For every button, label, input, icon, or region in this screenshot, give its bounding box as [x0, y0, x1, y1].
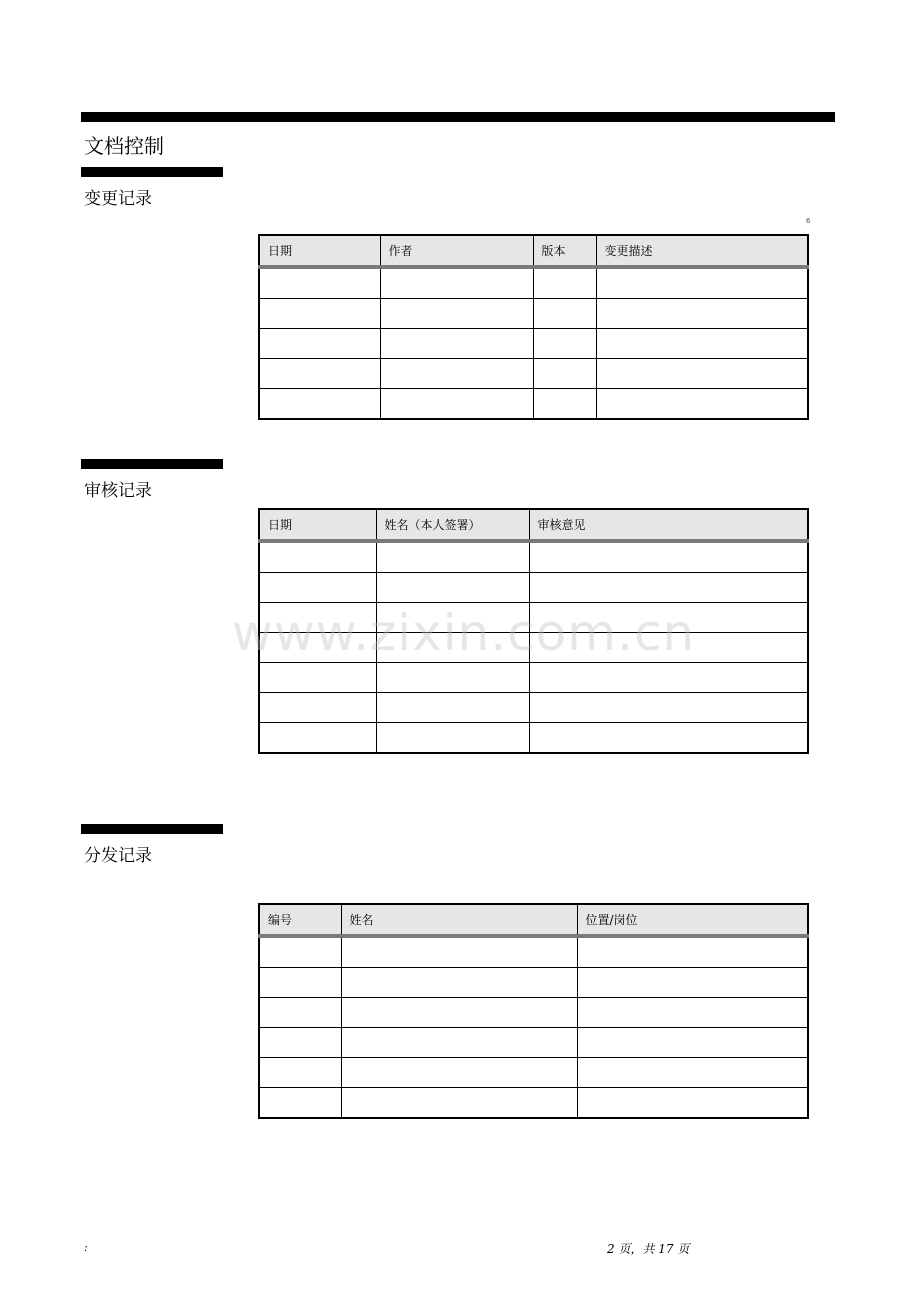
table-row	[259, 998, 808, 1028]
table-cell[interactable]	[376, 663, 529, 693]
table-cell[interactable]	[259, 968, 341, 998]
change-log-table	[258, 234, 809, 420]
table-cell[interactable]	[259, 998, 341, 1028]
distribution-log-header-row	[259, 904, 808, 936]
table-row	[259, 1058, 808, 1088]
table-cell[interactable]	[596, 329, 808, 359]
column-header: 版本	[533, 235, 596, 267]
review-log-header-row	[259, 509, 808, 541]
distribution-log-heading: 分发记录	[84, 846, 152, 866]
table-row	[259, 936, 808, 968]
table-cell[interactable]	[529, 693, 808, 723]
column-header: 变更描述	[596, 235, 808, 267]
table-cell[interactable]	[577, 968, 808, 998]
table-cell[interactable]	[259, 693, 376, 723]
table-cell[interactable]	[376, 573, 529, 603]
review-log-rule	[81, 459, 223, 469]
table-cell[interactable]	[376, 723, 529, 754]
footer-left-mark: :	[84, 1241, 88, 1254]
table-cell[interactable]	[533, 299, 596, 329]
page-marker: 6	[806, 217, 811, 225]
table-cell[interactable]	[259, 573, 376, 603]
table-cell[interactable]	[533, 389, 596, 420]
table-row	[259, 723, 808, 754]
table-row	[259, 299, 808, 329]
table-cell[interactable]	[577, 998, 808, 1028]
table-cell[interactable]	[596, 299, 808, 329]
column-header: 姓名	[341, 904, 577, 936]
document-title: 文档控制	[84, 134, 164, 158]
watermark: www.zixin.com.cn	[232, 604, 696, 662]
table-cell[interactable]	[341, 1088, 577, 1119]
table-cell[interactable]	[380, 267, 533, 299]
table-cell[interactable]	[596, 389, 808, 420]
table-cell[interactable]	[259, 299, 380, 329]
table-cell[interactable]	[533, 329, 596, 359]
table-row	[259, 541, 808, 573]
table-cell[interactable]	[259, 936, 341, 968]
change-log-heading: 变更记录	[84, 189, 152, 209]
distribution-log-rule	[81, 824, 223, 834]
table-cell[interactable]	[341, 968, 577, 998]
table-row	[259, 267, 808, 299]
table-cell[interactable]	[259, 1058, 341, 1088]
table-cell[interactable]	[341, 1028, 577, 1058]
table-cell[interactable]	[259, 267, 380, 299]
table-cell[interactable]	[259, 329, 380, 359]
distribution-log-table	[258, 903, 809, 1119]
table-cell[interactable]	[533, 267, 596, 299]
table-cell[interactable]	[529, 663, 808, 693]
table-row	[259, 693, 808, 723]
table-cell[interactable]	[259, 723, 376, 754]
table-row	[259, 663, 808, 693]
table-cell[interactable]	[341, 998, 577, 1028]
column-header: 日期	[259, 509, 376, 541]
table-row	[259, 389, 808, 420]
change-log-header-row	[259, 235, 808, 267]
table-row	[259, 1088, 808, 1119]
table-row	[259, 1028, 808, 1058]
table-cell[interactable]	[529, 541, 808, 573]
table-row	[259, 573, 808, 603]
table-cell[interactable]	[259, 541, 376, 573]
change-log-rule	[81, 167, 223, 177]
table-cell[interactable]	[380, 299, 533, 329]
table-cell[interactable]	[577, 1058, 808, 1088]
table-cell[interactable]	[380, 329, 533, 359]
table-cell[interactable]	[259, 1028, 341, 1058]
table-cell[interactable]	[577, 1028, 808, 1058]
table-cell[interactable]	[596, 359, 808, 389]
review-log-heading: 审核记录	[84, 481, 152, 501]
table-row	[259, 329, 808, 359]
table-cell[interactable]	[376, 541, 529, 573]
table-cell[interactable]	[533, 359, 596, 389]
top-rule	[81, 112, 835, 122]
column-header: 位置/岗位	[577, 904, 808, 936]
column-header: 编号	[259, 904, 341, 936]
table-cell[interactable]	[259, 389, 380, 420]
table-cell[interactable]	[577, 1088, 808, 1119]
table-cell[interactable]	[341, 936, 577, 968]
table-cell[interactable]	[259, 663, 376, 693]
table-cell[interactable]	[529, 723, 808, 754]
column-header: 姓名（本人签署）	[376, 509, 529, 541]
column-header: 作者	[380, 235, 533, 267]
table-row	[259, 968, 808, 998]
table-cell[interactable]	[577, 936, 808, 968]
table-cell[interactable]	[380, 359, 533, 389]
table-cell[interactable]	[259, 1088, 341, 1119]
table-cell[interactable]	[596, 267, 808, 299]
table-cell[interactable]	[341, 1058, 577, 1088]
table-cell[interactable]	[259, 359, 380, 389]
table-row	[259, 359, 808, 389]
table-cell[interactable]	[380, 389, 533, 420]
table-cell[interactable]	[529, 573, 808, 603]
table-cell[interactable]	[376, 693, 529, 723]
page-info: 2 页，共 17 页	[607, 1242, 690, 1256]
column-header: 日期	[259, 235, 380, 267]
column-header: 审核意见	[529, 509, 808, 541]
